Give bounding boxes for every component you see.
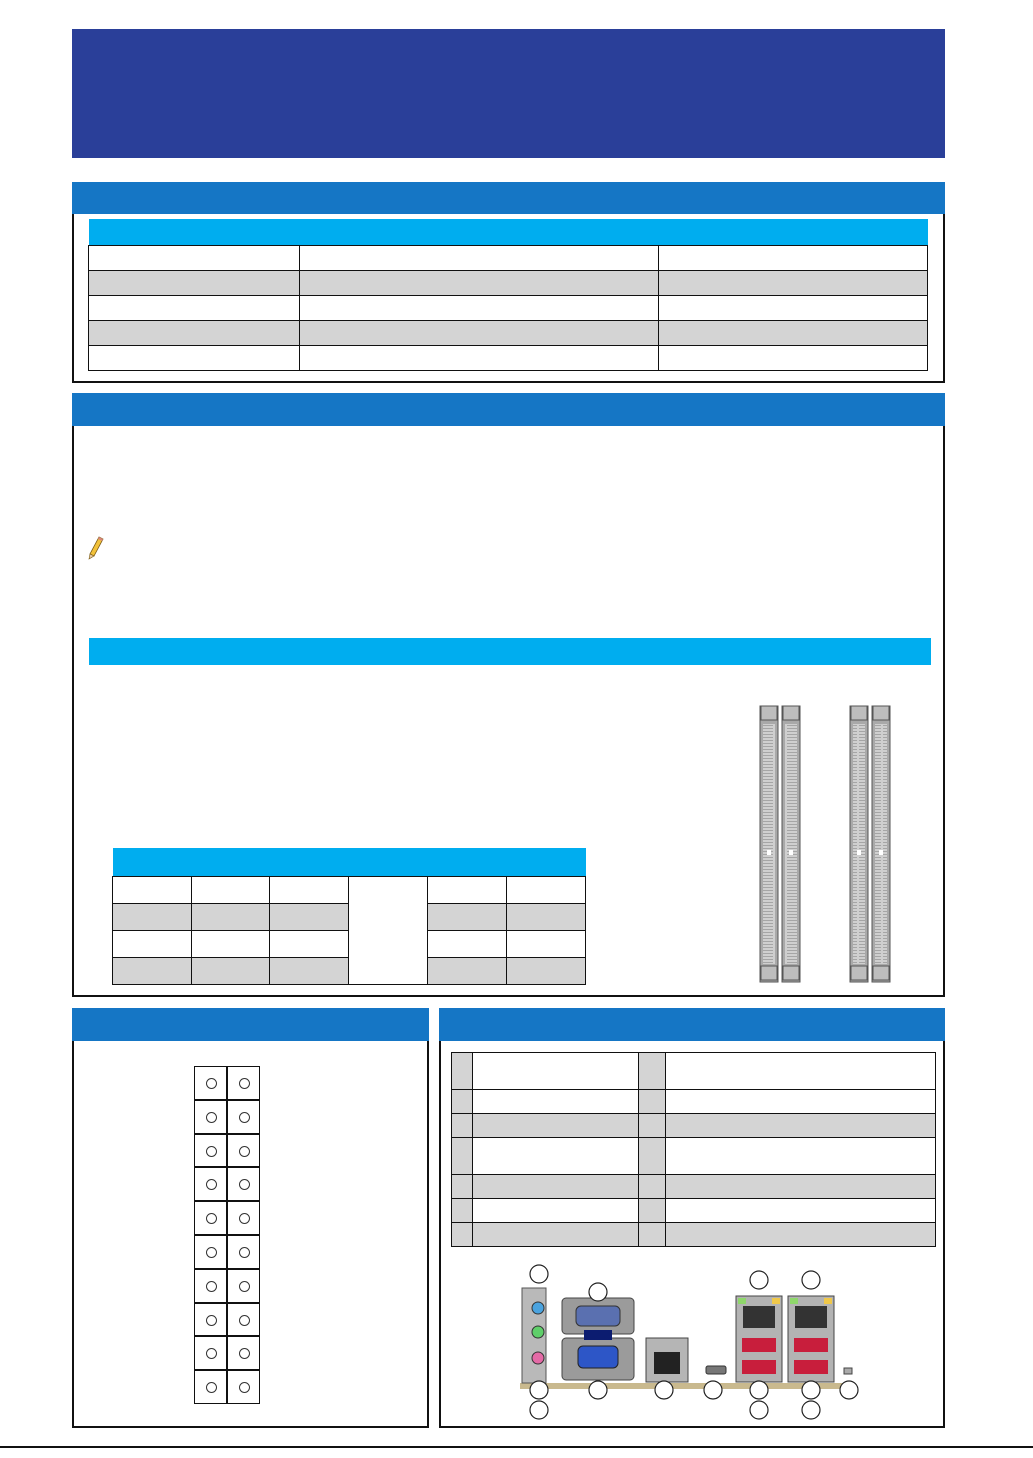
pin-hole-icon [206,1247,217,1258]
io-row [452,1053,936,1090]
header-pin [194,1201,227,1235]
dimm-slots-diagram [750,700,910,990]
callout-circle [704,1381,722,1399]
header-pin [227,1269,260,1303]
io-row [452,1175,936,1199]
dimm-slot [760,706,778,982]
pin-header-diagram [194,1066,260,1404]
pin-hole-icon [239,1146,250,1157]
callout-circle [589,1381,607,1399]
dimm-slot [850,706,868,982]
pin-hole-icon [206,1213,217,1224]
header-pin [227,1370,260,1404]
header-pin [194,1235,227,1269]
lan-port-single [646,1338,688,1382]
callout-circle [655,1381,673,1399]
header-pin [227,1100,260,1134]
spec-row [89,345,928,370]
spec-panel-header [72,182,945,214]
audio-jacks [522,1288,546,1383]
callout-circle [750,1401,768,1419]
serial-port [562,1298,634,1334]
callout-circle [530,1381,548,1399]
pin-hole-icon [239,1213,250,1224]
header-pin [194,1336,227,1370]
callout-circle [750,1381,768,1399]
memory-table-header [113,848,586,876]
header-pin [194,1370,227,1404]
io-row [452,1199,936,1223]
io-row [452,1090,936,1114]
io-table [451,1052,936,1247]
pin-hole-icon [239,1179,250,1190]
spec-table-header [89,219,928,245]
callout-circle [802,1381,820,1399]
uid-led [844,1368,852,1374]
pin-hole-icon [206,1179,217,1190]
header-pin [194,1066,227,1100]
io-shield-edge [520,1383,850,1389]
header-pin [227,1235,260,1269]
pin-hole-icon [206,1078,217,1089]
spec-row [89,270,928,295]
header-pin [227,1336,260,1370]
title-banner [72,29,945,158]
header-pin [194,1269,227,1303]
callout-circle [802,1271,820,1289]
footer-rule [0,1446,1033,1448]
memory-sub-header [89,638,931,665]
pin-hole-icon [239,1315,250,1326]
pin-hole-icon [239,1078,250,1089]
io-row [452,1223,936,1247]
pencil-icon [88,536,104,560]
header-pin [194,1167,227,1201]
pin-hole-icon [206,1112,217,1123]
io-row [452,1114,936,1138]
header-panel-header [72,1008,429,1041]
pin-hole-icon [206,1281,217,1292]
memory-row [113,876,586,903]
pin-hole-icon [206,1146,217,1157]
callout-circle [750,1271,768,1289]
pin-hole-icon [206,1382,217,1393]
lan-usb-stack-left [736,1296,782,1382]
callout-circle [530,1401,548,1419]
header-pin [227,1303,260,1337]
io-panel-header [439,1008,945,1041]
memory-merged-cell [349,876,428,984]
header-pin [194,1134,227,1168]
pin-hole-icon [239,1281,250,1292]
io-ports-diagram [510,1262,880,1422]
callout-circle [530,1265,548,1283]
dimm-slot [872,706,890,982]
callout-circle [802,1401,820,1419]
callout-circle [840,1381,858,1399]
memory-table [112,848,586,985]
memory-panel-header [72,393,945,426]
header-pin [227,1066,260,1100]
lan-usb-stack-right [788,1296,834,1382]
dimm-slot [782,706,800,982]
header-pin [227,1134,260,1168]
spec-row [89,295,928,320]
pin-hole-icon [239,1348,250,1359]
header-pin [227,1201,260,1235]
pin-hole-icon [239,1112,250,1123]
pin-hole-icon [206,1315,217,1326]
spec-row [89,320,928,345]
spec-table [88,219,928,371]
header-pin [227,1167,260,1201]
header-pin [194,1100,227,1134]
io-row [452,1138,936,1175]
callout-circle [589,1283,607,1301]
pin-hole-icon [206,1348,217,1359]
pin-hole-icon [239,1382,250,1393]
vga-port [562,1330,634,1380]
header-pin [194,1303,227,1337]
spec-row [89,245,928,270]
usb-port-small [706,1366,726,1374]
pin-hole-icon [239,1247,250,1258]
